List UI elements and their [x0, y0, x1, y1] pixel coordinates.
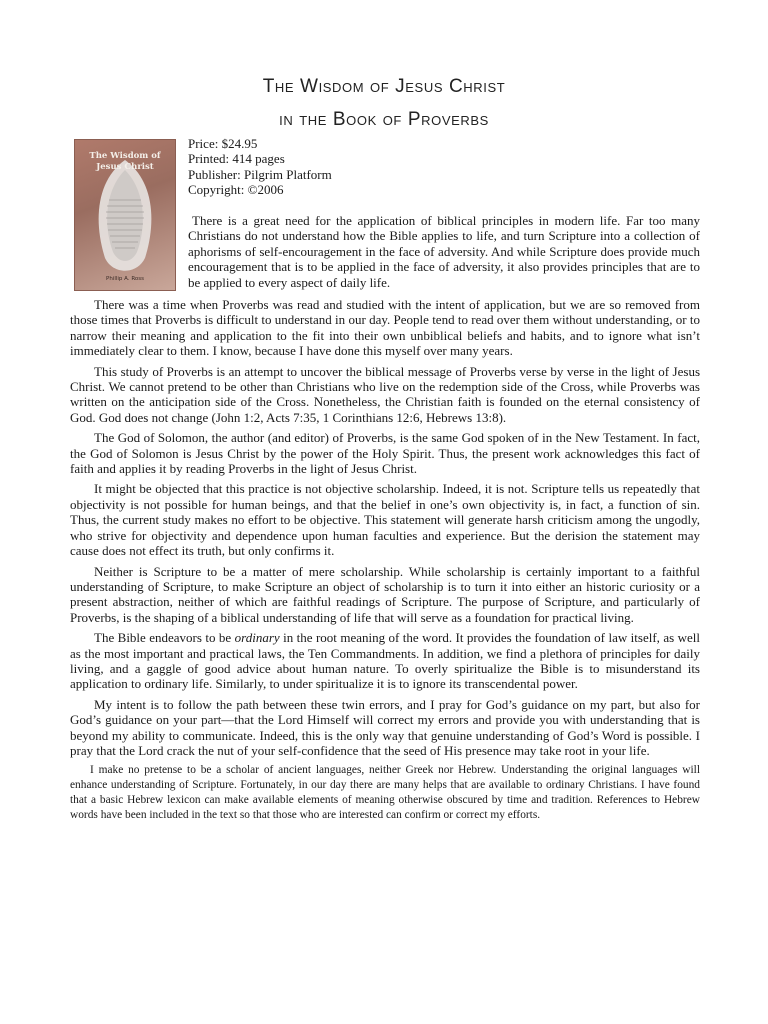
price-label: Price: $24.95 — [188, 136, 258, 151]
ordinary-after: in the root meaning of the word. It provides the foundation of law itself, as well as the most important and practical laws, the Ten Commandments. In addition, we find a plethora of principles for daily living, and a gaggle of good advice about human nature. To overly spiritualize the Bible is to misunderstand its application to ordinary life. Similarly, to under spiritualize it is to ignore its transcendental power. — [70, 630, 700, 692]
languages-note-paragraph: I make no pretense to be a scholar of ancient languages, neither Greek nor Hebrew. Understanding the original languages will enhance understanding of Scripture. Fortunately, in our day there are many helps that are available to ordinary Christians. I have found that a basic Hebrew lexicon can make available elements of meaning otherwise obscured by time and tradition. References to Hebrew words have been included in the text so that those who are interested can confirm or correct my efforts. — [70, 764, 700, 822]
body-paragraph-ordinary — [70, 630, 700, 692]
body-paragraph: Neither is Scripture to be a matter of mere scholarship. While scholarship is certainly important to a faithful understanding of Scripture, to make Scripture an object of scholarship is to turn it into either an historic curiosity or a present abstraction, neither of which are faithful readings of Scripture. The purpose of Scripture, and particularly of Proverbs, is the shaping of a biblical understanding of life that will serve as a foundation for practical living. — [70, 563, 700, 625]
page-title-line-2: in the Book of Proverbs — [279, 109, 489, 130]
page-title-line-1: The Wisdom of Jesus Christ — [262, 76, 506, 97]
cover-author-text: Phillip A. Ross — [106, 276, 144, 282]
body-text — [70, 297, 700, 828]
page-count-label: Printed: 414 pages — [188, 151, 285, 167]
book-cover-art — [75, 140, 175, 290]
body-paragraph: It might be objected that this practice is not objective scholarship. Indeed, it is not. Scripture tells us repeatedly that objectivity is not possible for human beings, and that the belief in one’s own objectivity is, in fact, a function of sin. Thus, the current study makes no effort to be objective. This statement will generate harsh criticism among the ungodly, who strive for objectivity and dependence upon human faculties and experience. But the derision the statement may cause does not effect its truth, but only confirms it. — [70, 481, 700, 559]
book-cover-image — [75, 140, 175, 290]
book-details — [188, 136, 332, 197]
intro-paragraph: There is a great need for the application of biblical principles in modern life. Far too many Christians do not understand how the Bible applies to life, and turn Scripture into a collection of aphorisms of self-encouragement in the face of adversity. And while Scripture does provide much encouragement that is to be applied in the face of adversity, it also provides principles that are to be applied to every aspect of daily life. — [188, 213, 700, 290]
ordinary-before: The Bible endeavors to be — [94, 630, 235, 646]
copyright-label: Copyright: ©2006 — [188, 181, 284, 197]
body-paragraph: This study of Proverbs is an attempt to uncover the biblical message of Proverbs verse by verse in the light of Jesus Christ. We cannot pretend to be other than Christians who live on the redemption side of the Cross, while Proverbs was written on the anticipation side of the Cross. Nonetheless, the Christian faith is founded on the eternal consistency of God. God does not change (John 1:2, Acts 7:35, 1 Corinthians 12:6, Hebrews 13:8). — [70, 363, 700, 425]
cover-title-text: The Wisdom of — [89, 151, 161, 161]
body-paragraph-intent: My intent is to follow the path between these twin errors, and I pray for God’s guidance on my part, but also for God’s guidance on your part—that the Lord Himself will correct my errors and provide you with understanding that is beyond my ability to communicate. Indeed, this is the only way that genuine understanding of God’s Word is possible. I pray that the Lord crack the nut of your self-confidence that the seed of His presence may take root in your life. — [70, 696, 700, 758]
body-paragraph: The God of Solomon, the author (and editor) of Proverbs, is the same God spoken of in the New Testament. In fact, the God of Solomon is Jesus Christ by the power of the Holy Spirit. Thus, the present work acknowledges this fact of faith and applies it by reading Proverbs in the light of Jesus Christ. — [70, 430, 700, 477]
svg-text:Jesus Christ: Jesus Christ — [96, 162, 154, 172]
ordinary-emphasis: ordinary — [234, 630, 280, 646]
publisher-label: Publisher: Pilgrim Platform — [188, 166, 332, 182]
body-paragraph: There was a time when Proverbs was read and studied with the intent of application, but we are so removed from those times that Proverbs is difficult to understand in our day. People tend to read over them without understanding, or to narrow their meaning and application to the fit into their own unbiblical beliefs and habits, and to ignore what isn’t immediately clear to them. I know, because I have done this myself over many years. — [70, 297, 700, 359]
